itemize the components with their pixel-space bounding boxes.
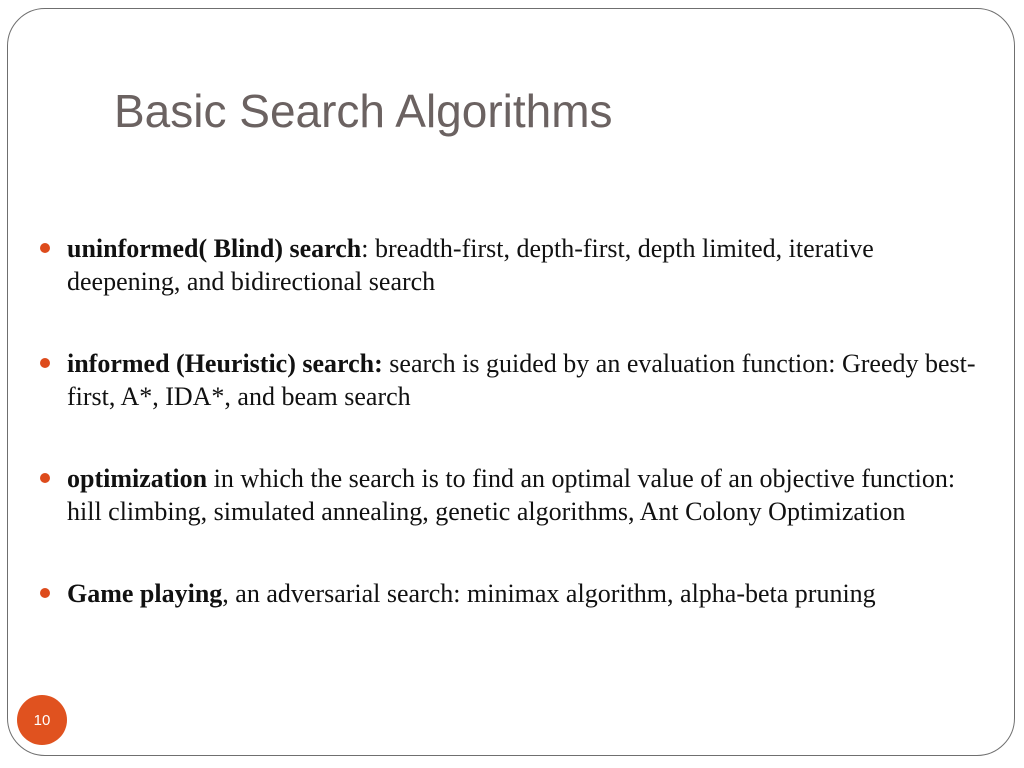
bullet-text: search is guided by an evaluation function: Greedy best-first, A*, IDA*, and beam search <box>67 349 976 411</box>
page-number: 10 <box>33 711 51 729</box>
bullet-dot-icon <box>40 243 50 253</box>
page-number-badge <box>17 695 67 745</box>
bullet-dot-icon <box>40 588 50 598</box>
bullet-item-informed-search <box>38 347 978 413</box>
bullet-item-uninformed-search <box>38 232 978 298</box>
slide-title: Basic Search Algorithms <box>114 85 613 137</box>
bullet-list <box>38 232 978 659</box>
bullet-term: informed (Heuristic) search: <box>67 349 383 378</box>
bullet-text: : breadth-first, depth-first, depth limited, iterative deepening, and bidirectional search <box>67 234 874 296</box>
bullet-dot-icon <box>40 358 50 368</box>
bullet-term: uninformed( Blind) search <box>67 234 362 263</box>
bullet-text: in which the search is to find an optimal value of an objective function: hill climbing, simulated annealing, genetic algorithms, Ant Colony Optimization <box>67 464 956 526</box>
bullet-term: optimization <box>67 464 208 493</box>
bullet-item-optimization <box>38 462 978 528</box>
bullet-text: , an adversarial search: minimax algorithm, alpha-beta pruning <box>222 579 876 608</box>
bullet-term: Game playing <box>67 579 223 608</box>
bullet-item-game-playing <box>38 577 978 610</box>
bullet-dot-icon <box>40 473 50 483</box>
